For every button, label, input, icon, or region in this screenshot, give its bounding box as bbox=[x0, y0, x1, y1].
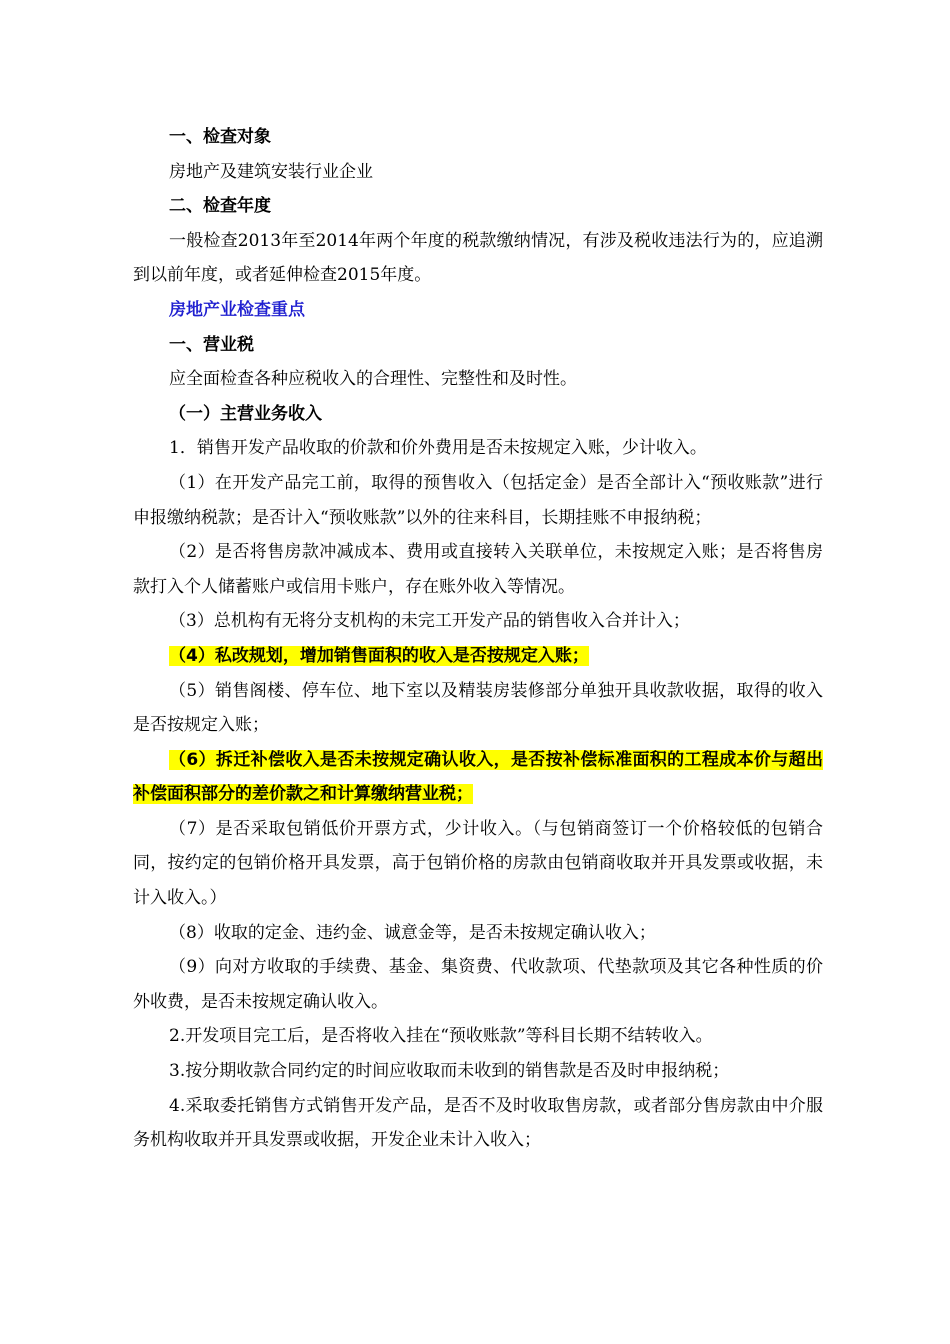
highlighted-paragraph bbox=[133, 743, 823, 812]
paragraph: （3）总机构有无将分支机构的未完工开发产品的销售收入合并计入； bbox=[169, 611, 690, 632]
subsection-heading-main-revenue: （一）主营业务收入 bbox=[169, 403, 322, 424]
paragraph: 1．销售开发产品收取的价款和价外费用是否未按规定入账，少计收入。 bbox=[169, 438, 707, 459]
paragraph: （9）向对方收取的手续费、基金、集资费、代收款项、代垫款项及其它各种性质的价外收费，是否未按规定确认收入。 bbox=[133, 957, 823, 1012]
paragraph: （8）收取的定金、违约金、诚意金等，是否未按规定确认收入； bbox=[169, 922, 656, 943]
paragraph: （1）在开发产品完工前，取得的预售收入（包括定金）是否全部计入“预收账款”进行申报缴纳税款；是否计入“预收账款”以外的往来科目，长期挂账不申报纳税； bbox=[133, 472, 823, 528]
paragraph: 3.按分期收款合同约定的时间应收取而未收到的销售款是否及时申报纳税； bbox=[169, 1061, 730, 1082]
highlighted-text: （4）私改规划，增加销售面积的收入是否按规定入账； bbox=[169, 645, 589, 666]
paragraph: 一般检查2013年至2014年两个年度的税款缴纳情况，有涉及税收违法行为的，应追溯到以前年度，或者延伸检查2015年度。 bbox=[133, 230, 823, 286]
paragraph: 2.开发项目完工后，是否将收入挂在“预收账款”等科目长期不结转收入。 bbox=[169, 1026, 713, 1047]
section-heading-business-tax: 一、营业税 bbox=[169, 334, 254, 355]
paragraph: 房地产及建筑安装行业企业 bbox=[169, 161, 373, 182]
paragraph: 4.采取委托销售方式销售开发产品，是否不及时收取售房款，或者部分售房款由中介服务机构收取并开具发票或收据，开发企业未计入收入； bbox=[133, 1095, 823, 1151]
highlighted-text: （6）拆迁补偿收入是否未按规定确认收入，是否按补偿标准面积的工程成本价与超出补偿面积部分的差价款之和计算缴纳营业税； bbox=[133, 749, 823, 805]
paragraph: （5）销售阁楼、停车位、地下室以及精装房装修部分单独开具收款收据，取得的收入是否按规定入账； bbox=[133, 680, 823, 736]
paragraph: （2）是否将售房款冲减成本、费用或直接转入关联单位，未按规定入账；是否将售房款打入个人储蓄账户或信用卡账户，存在账外收入等情况。 bbox=[133, 542, 823, 597]
paragraph: 应全面检查各种应税收入的合理性、完整性和及时性。 bbox=[169, 369, 577, 390]
section-heading-inspection-target: 一、检查对象 bbox=[169, 127, 271, 147]
section-heading-real-estate-focus: 房地产业检查重点 bbox=[169, 299, 305, 320]
highlighted-paragraph bbox=[133, 639, 823, 674]
document-page bbox=[133, 120, 823, 1158]
section-heading-inspection-year: 二、检查年度 bbox=[169, 196, 271, 217]
paragraph: （7）是否采取包销低价开票方式，少计收入。（与包销商签订一个价格较低的包销合同，按约定的包销价格开具发票，高于包销价格的房款由包销商收取并开具发票或收据，未计入收入。） bbox=[133, 818, 823, 909]
